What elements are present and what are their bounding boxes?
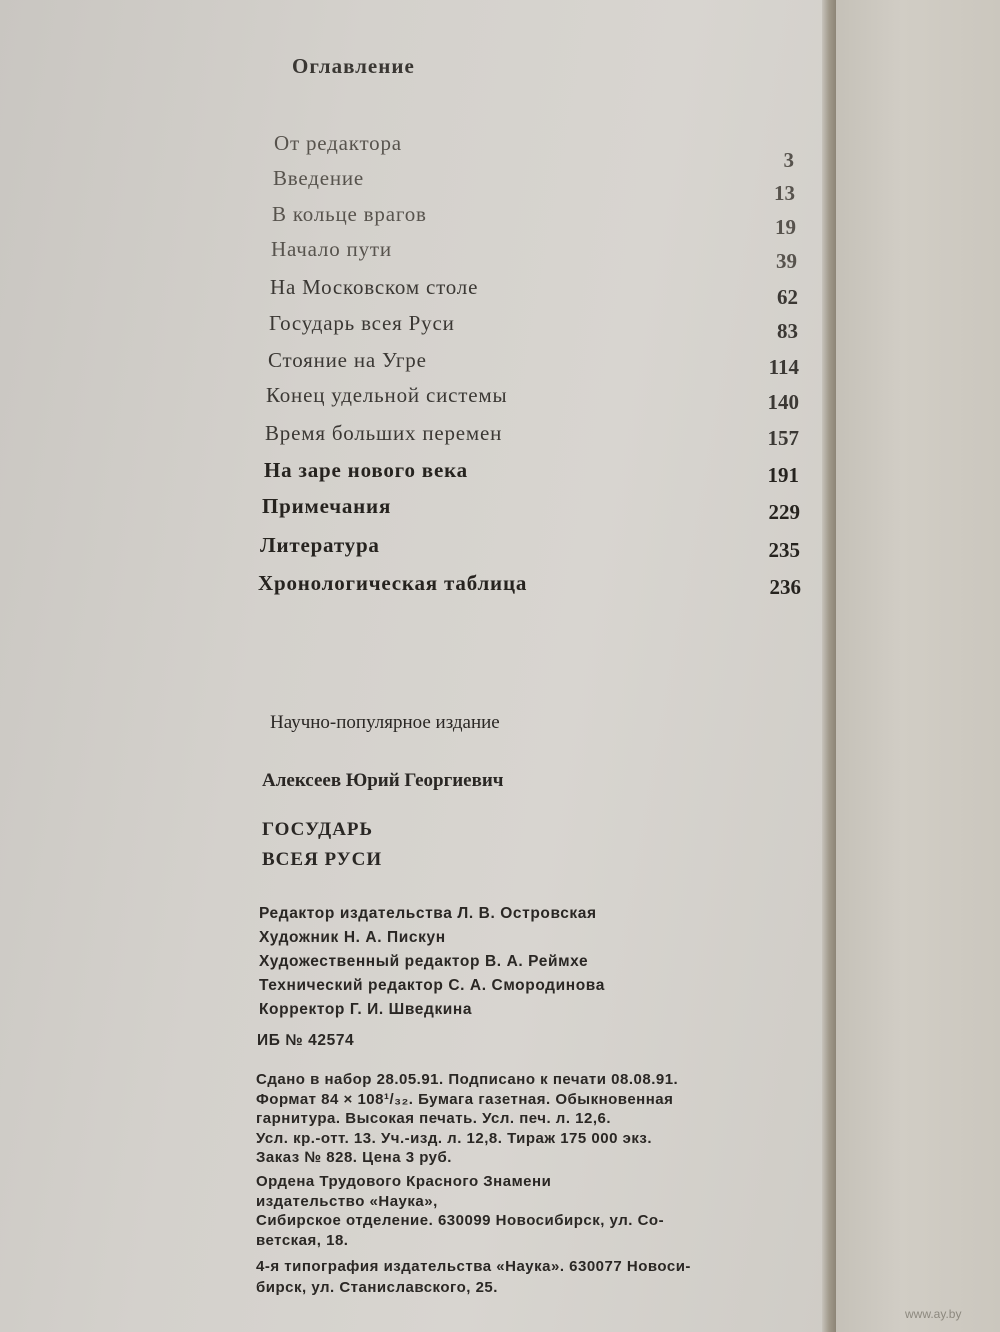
book-title [262, 815, 382, 875]
toc-entry [260, 533, 800, 563]
book-title-line: ВСЕЯ РУСИ [262, 849, 383, 870]
technical-line: Формат 84 × 108¹/₃₂. Бумага газетная. Обыкновенная [256, 1090, 674, 1108]
publisher-line: Ордена Трудового Красного Знамени [256, 1173, 552, 1190]
toc-entry [272, 202, 796, 239]
toc-entry-page: 140 [767, 390, 799, 414]
technical-line: Заказ № 828. Цена 3 руб. [256, 1149, 452, 1166]
toc-entry-label: От редактора [274, 131, 402, 155]
publisher-info [256, 1172, 664, 1250]
toc-entry [271, 237, 797, 273]
toc-entry [265, 421, 799, 451]
toc-entry [270, 275, 798, 309]
toc-entry [264, 458, 799, 488]
toc-entry [266, 383, 799, 413]
adjacent-page [836, 0, 1000, 1332]
printer-info [256, 1256, 691, 1298]
toc-entry-page: 39 [776, 249, 797, 273]
toc-entry-page: 3 [783, 148, 794, 172]
toc-title: Оглавление [292, 54, 415, 78]
toc-entry-label: Литература [260, 533, 380, 557]
credit-line: Художник Н. А. Пискун [259, 929, 446, 946]
toc-entry-label: Хронологическая таблица [258, 571, 528, 595]
toc-entry-label: Начало пути [271, 237, 392, 261]
credit-line: Технический редактор С. А. Смородинова [259, 977, 605, 994]
printer-line: бирск, ул. Станиславского, 25. [256, 1279, 498, 1296]
toc-entry [273, 166, 795, 205]
technical-line: Сдано в набор 28.05.91. Подписано к печати 08.08.91. [256, 1071, 679, 1088]
toc-entry-page: 236 [769, 575, 801, 599]
toc-entry-page: 235 [768, 538, 800, 562]
toc-entry [268, 348, 799, 378]
toc-entry-page: 229 [768, 500, 800, 524]
book-title-line: ГОСУДАРЬ [262, 819, 374, 840]
printer-line: 4-я типография издательства «Наука». 630077 Новоси- [256, 1258, 691, 1275]
toc-entry [274, 131, 794, 172]
toc-entry-page: 191 [767, 463, 799, 487]
technical-line: гарнитура. Высокая печать. Усл. печ. л. 12,6. [256, 1110, 612, 1127]
toc-entry-label: На Московском столе [270, 275, 479, 299]
toc-entry [258, 571, 801, 601]
toc-entry-page: 13 [774, 181, 795, 205]
credit-line: Корректор Г. И. Шведкина [259, 1001, 473, 1018]
technical-details [256, 1070, 678, 1168]
publisher-line: ветская, 18. [256, 1231, 349, 1249]
credit-line: Художественный редактор В. А. Реймхе [259, 953, 589, 970]
toc-entry [262, 494, 800, 524]
edition-type: Научно-популярное издание [270, 712, 500, 733]
technical-line: Усл. кр.-отт. 13. Уч.-изд. л. 12,8. Тираж 175 000 экз. [256, 1129, 652, 1147]
author-name: Алексеев Юрий Георгиевич [262, 770, 504, 791]
toc-entry-page: 62 [777, 285, 798, 309]
toc-entry-label: Стояние на Угре [268, 348, 427, 372]
toc-entry-label: На заре нового века [264, 458, 468, 482]
page-edge [822, 0, 836, 1332]
toc-entry-page: 157 [767, 426, 799, 450]
toc-entry-label: В кольце врагов [272, 202, 427, 226]
watermark: www.ay.by [905, 1307, 962, 1321]
publisher-line: издательство «Наука», [256, 1192, 438, 1210]
toc-entry-label: Время больших перемен [265, 421, 503, 445]
toc-entry [269, 311, 798, 341]
toc-entry-page: 83 [777, 319, 798, 343]
toc-entry-label: Введение [273, 166, 365, 190]
ib-number: ИБ № 42574 [257, 1032, 355, 1049]
credit-line: Редактор издательства Л. В. Островская [259, 905, 597, 922]
toc-entry-label: Примечания [262, 494, 392, 518]
toc-entry-label: Конец удельной системы [266, 383, 508, 407]
publisher-line: Сибирское отделение. 630099 Новосибирск, ул. Со- [256, 1212, 665, 1229]
toc-entry-page: 19 [775, 215, 796, 239]
toc-entry-label: Государь всея Руси [269, 311, 455, 335]
credits-list [259, 902, 605, 1022]
toc-entry-page: 114 [768, 355, 799, 379]
